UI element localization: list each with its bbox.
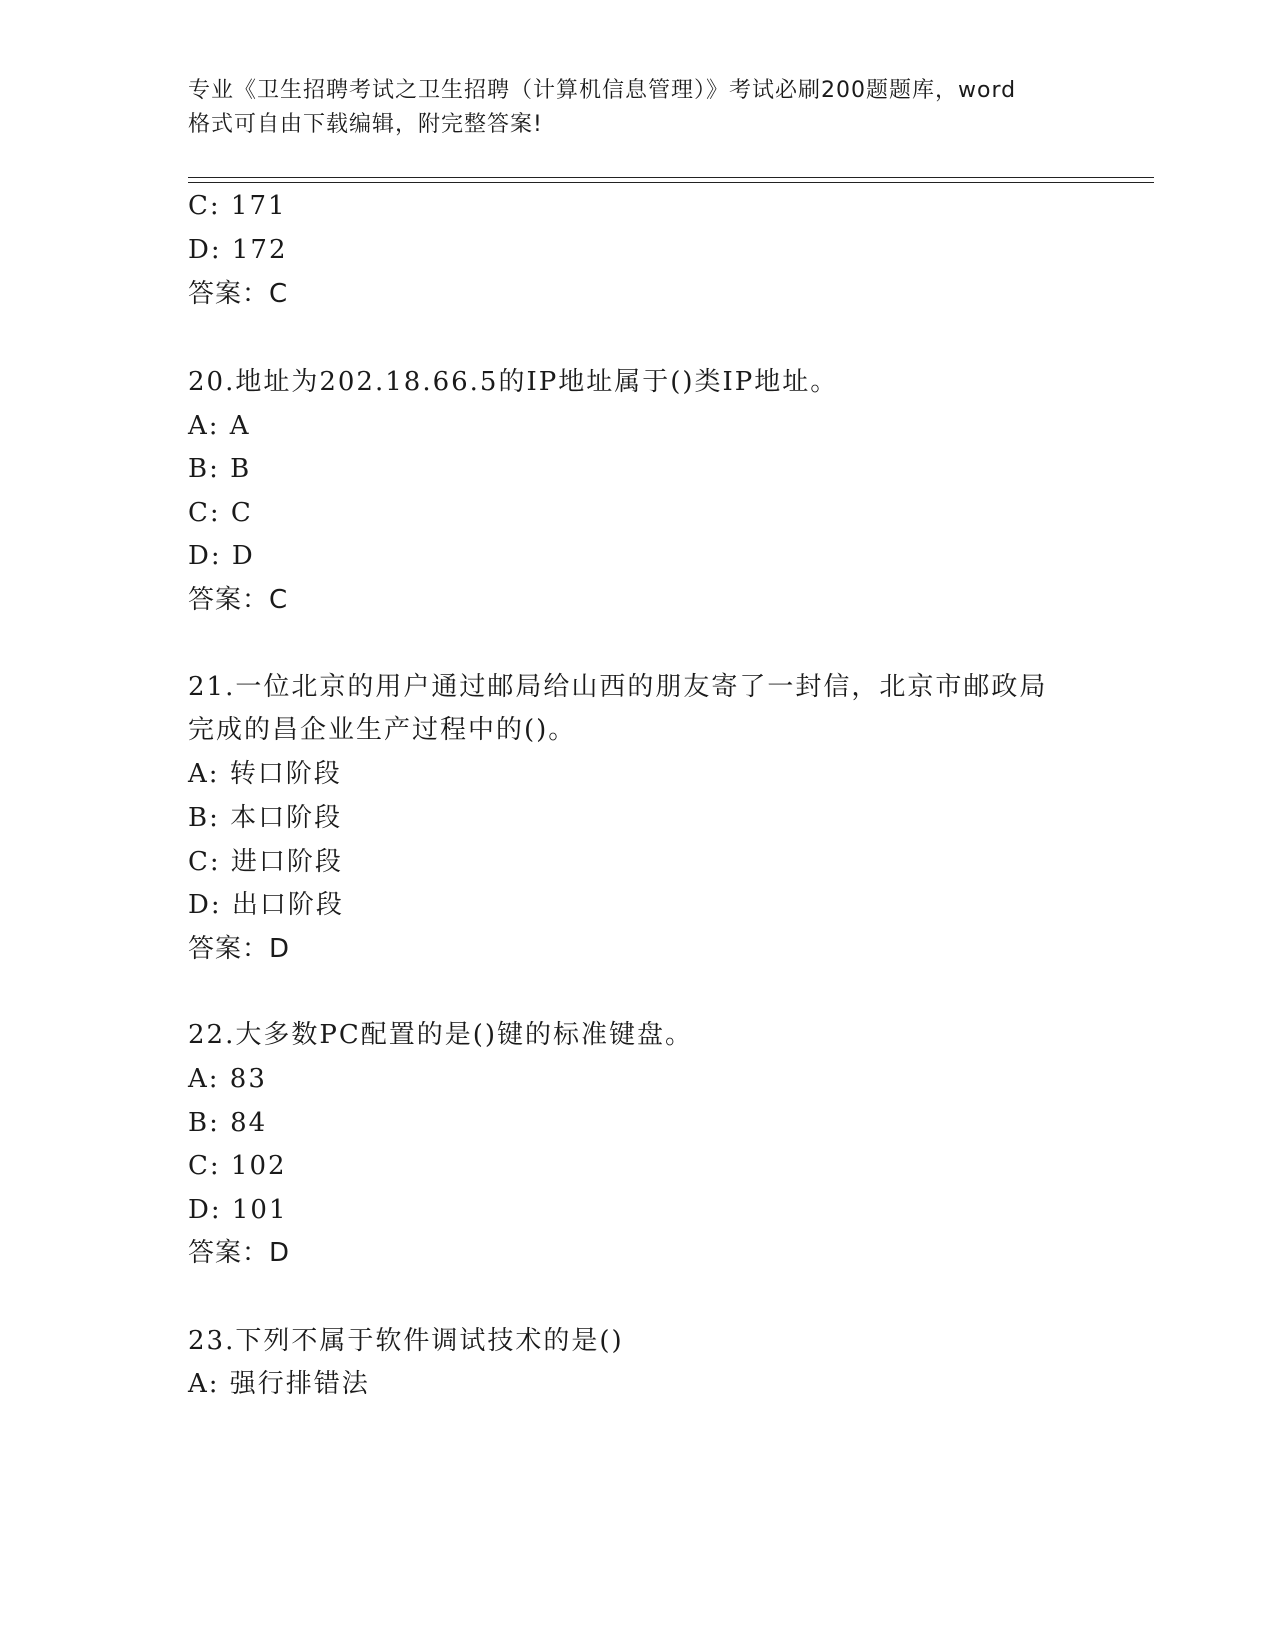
header-line-1: 专业《卫生招聘考试之卫生招聘（计算机信息管理）》考试必刷200题题库，word xyxy=(188,78,1017,103)
q21-option-d: D: 出口阶段 xyxy=(188,890,344,920)
q21-option-c: C: 进口阶段 xyxy=(188,847,343,877)
q22-question: 22.大多数PC配置的是()键的标准键盘。 xyxy=(188,1020,694,1050)
header-line-2: 格式可自由下载编辑，附完整答案! xyxy=(188,112,543,137)
q20-answer: 答案：C xyxy=(188,585,289,615)
q22-option-b: B: 84 xyxy=(188,1108,268,1138)
q22-option-c: C: 102 xyxy=(188,1151,287,1181)
q21-question-line-2: 完成的昌企业生产过程中的()。 xyxy=(188,715,577,745)
document-header xyxy=(188,74,1088,142)
header-divider-bottom xyxy=(188,182,1154,183)
q22-option-a: A: 83 xyxy=(188,1064,267,1094)
q20-option-b: B: B xyxy=(188,454,252,484)
q23-option-a: A: 强行排错法 xyxy=(188,1369,370,1399)
q21-answer: 答案：D xyxy=(188,934,291,964)
q21-option-b: B: 本口阶段 xyxy=(188,803,343,833)
q19-option-d: D: 172 xyxy=(188,235,288,265)
q22-answer: 答案：D xyxy=(188,1238,291,1268)
q20-question: 20.地址为202.18.66.5的IP地址属于()类IP地址。 xyxy=(188,367,839,397)
q23-question: 23.下列不属于软件调试技术的是() xyxy=(188,1326,624,1356)
q19-option-c: C: 171 xyxy=(188,191,287,221)
q21-question-line-1: 21.一位北京的用户通过邮局给山西的朋友寄了一封信，北京市邮政局 xyxy=(188,672,1048,702)
q21-option-a: A: 转口阶段 xyxy=(188,759,342,789)
q20-option-c: C: C xyxy=(188,498,253,528)
header-divider-top xyxy=(188,177,1154,178)
q22-option-d: D: 101 xyxy=(188,1195,288,1225)
q20-option-d: D: D xyxy=(188,541,255,571)
q20-option-a: A: A xyxy=(188,411,251,441)
q19-answer: 答案：C xyxy=(188,279,289,309)
